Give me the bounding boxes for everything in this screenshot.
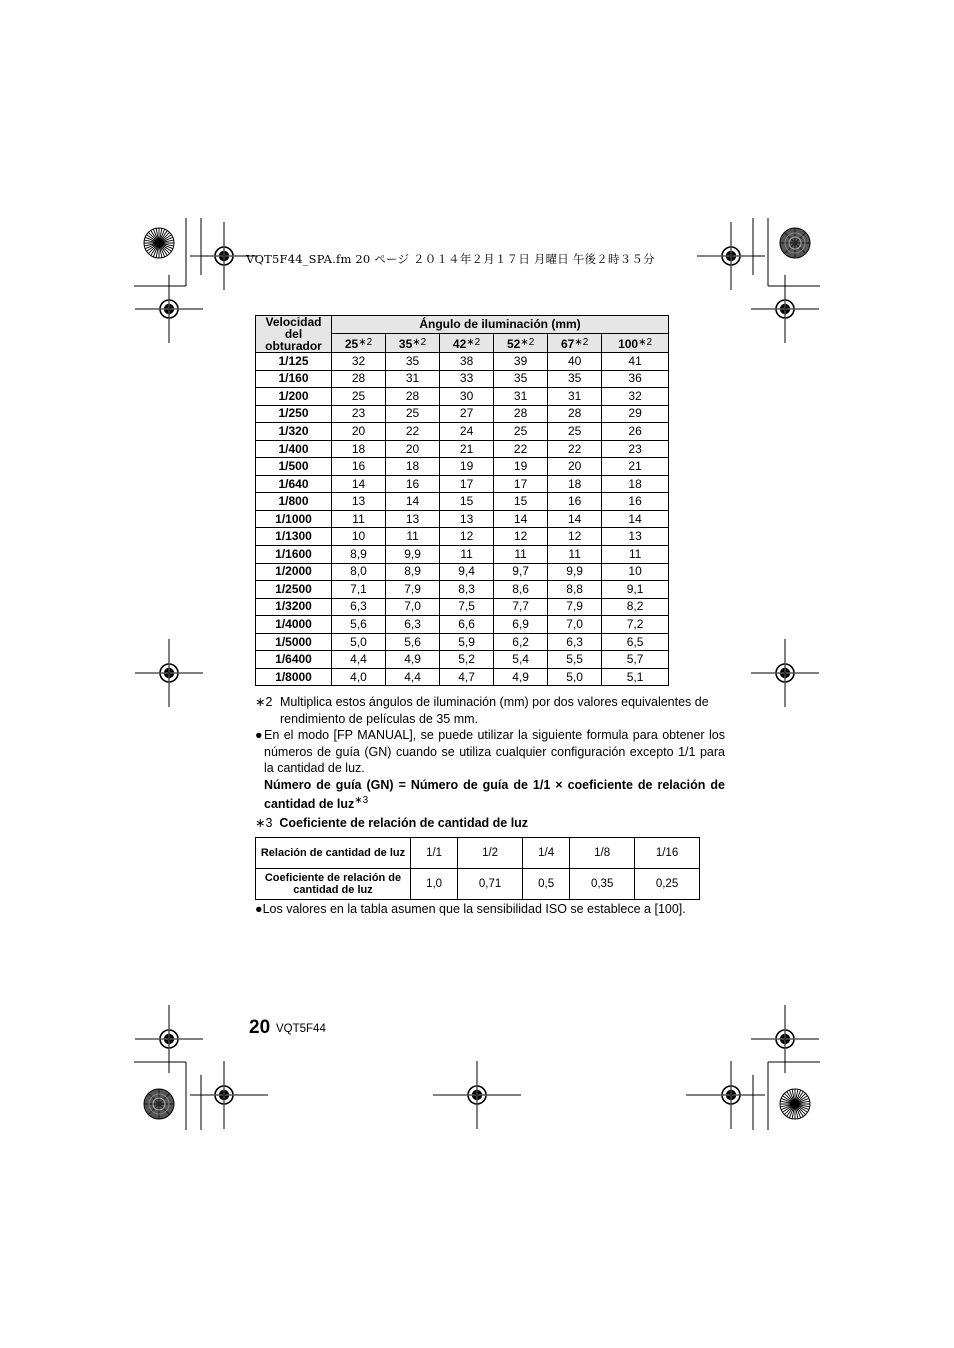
table-row <box>256 458 669 476</box>
shutter-speed-cell: 1/2000 <box>256 563 332 581</box>
bullet-icon: ● <box>255 902 263 916</box>
guide-number-cell: 4,7 <box>440 668 494 686</box>
guide-number-cell: 21 <box>440 440 494 458</box>
table-row <box>256 633 669 651</box>
guide-number-cell: 29 <box>602 405 669 423</box>
angle-column-header: $52^{∗2}$ <box>494 334 548 353</box>
coefficient-cell: 1/2 <box>458 838 523 869</box>
guide-number-cell: 11 <box>602 546 669 564</box>
guide-number-cell: 13 <box>602 528 669 546</box>
coefficient-cell: 0,25 <box>635 869 700 900</box>
guide-number-cell: 11 <box>494 546 548 564</box>
table-row <box>256 423 669 441</box>
guide-number-cell: 5,6 <box>386 633 440 651</box>
guide-number-cell: 6,6 <box>440 616 494 634</box>
table-body <box>256 353 669 686</box>
table-row <box>256 869 700 900</box>
guide-number-cell: 35 <box>548 370 602 388</box>
shutter-speed-cell: 1/8000 <box>256 668 332 686</box>
guide-number-cell: 8,3 <box>440 581 494 599</box>
guide-number-cell: 40 <box>548 353 602 371</box>
guide-number-cell: 7,5 <box>440 598 494 616</box>
coefficient-title: ∗3 Coeficiente de relación de cantidad de luz <box>255 816 529 830</box>
guide-number-cell: 21 <box>602 458 669 476</box>
shutter-speed-cell: 1/1300 <box>256 528 332 546</box>
guide-number-cell: 14 <box>332 475 386 493</box>
guide-number-cell: 22 <box>548 440 602 458</box>
guide-number-cell: 11 <box>386 528 440 546</box>
guide-number-cell: 6,2 <box>494 633 548 651</box>
guide-number-cell: 6,5 <box>602 633 669 651</box>
coefficient-cell: 1,0 <box>411 869 458 900</box>
shutter-speed-cell: 1/5000 <box>256 633 332 651</box>
table-row <box>256 528 669 546</box>
guide-number-cell: 11 <box>548 546 602 564</box>
guide-number-cell: 6,9 <box>494 616 548 634</box>
guide-number-cell: 18 <box>332 440 386 458</box>
coefficient-cell: 1/4 <box>523 838 570 869</box>
light-ratio-header: Relación de cantidad de luz <box>256 838 411 869</box>
coefficient-cell: 0,35 <box>570 869 635 900</box>
print-header: VQT5F44_SPA.fm 20 ページ ２０１４年２月１７日 月曜日 午後２時３５分 <box>246 252 655 266</box>
coefficient-cell: 1/8 <box>570 838 635 869</box>
shutter-speed-cell: 1/320 <box>256 423 332 441</box>
table-row <box>256 563 669 581</box>
guide-number-cell: 4,9 <box>386 651 440 669</box>
table-row <box>256 546 669 564</box>
coefficient-cell: 0,71 <box>458 869 523 900</box>
guide-number-cell: 6,3 <box>548 633 602 651</box>
guide-number-cell: 9,4 <box>440 563 494 581</box>
shutter-speed-header: Velocidad del obturador <box>256 316 332 353</box>
shutter-speed-cell: 1/6400 <box>256 651 332 669</box>
guide-number-cell: 5,0 <box>548 668 602 686</box>
light-ratio-table <box>255 837 700 900</box>
shutter-speed-cell: 1/160 <box>256 370 332 388</box>
guide-number-cell: 8,0 <box>332 563 386 581</box>
guide-number-cell: 28 <box>548 405 602 423</box>
illumination-angle-header: Ángulo de iluminación (mm) <box>332 316 669 334</box>
guide-number-cell: 7,9 <box>548 598 602 616</box>
guide-number-cell: 20 <box>548 458 602 476</box>
notes-section <box>255 694 725 813</box>
guide-number-cell: 6,3 <box>332 598 386 616</box>
guide-number-cell: 32 <box>332 353 386 371</box>
guide-number-cell: 5,2 <box>440 651 494 669</box>
bullet-icon: ● <box>255 728 263 742</box>
guide-number-cell: 10 <box>602 563 669 581</box>
guide-number-cell: 6,3 <box>386 616 440 634</box>
table-row <box>256 370 669 388</box>
guide-number-cell: 13 <box>386 510 440 528</box>
guide-number-cell: 11 <box>332 510 386 528</box>
guide-number-cell: 18 <box>386 458 440 476</box>
guide-number-cell: 9,9 <box>386 546 440 564</box>
guide-number-cell: 8,2 <box>602 598 669 616</box>
coefficient-cell: 1/16 <box>635 838 700 869</box>
shutter-speed-cell: 1/400 <box>256 440 332 458</box>
guide-number-cell: 5,4 <box>494 651 548 669</box>
shutter-speed-cell: 1/4000 <box>256 616 332 634</box>
guide-number-cell: 31 <box>548 388 602 406</box>
shutter-speed-cell: 1/125 <box>256 353 332 371</box>
guide-number-cell: 38 <box>440 353 494 371</box>
guide-number-cell: 35 <box>386 353 440 371</box>
guide-number-cell: 7,1 <box>332 581 386 599</box>
guide-number-cell: 39 <box>494 353 548 371</box>
guide-number-cell: 30 <box>440 388 494 406</box>
guide-number-cell: 27 <box>440 405 494 423</box>
model-code: VQT5F44 <box>276 1023 326 1035</box>
table-row <box>256 440 669 458</box>
shutter-speed-cell: 1/2500 <box>256 581 332 599</box>
fp-manual-note: ● En el modo [FP MANUAL], se puede utilizar la siguiente formula para obtener los números de guía (GN) cuando se utiliza cualquier configuración excepto 1/1 para la cantidad de luz. <box>255 728 725 775</box>
table-row <box>256 616 669 634</box>
shutter-speed-cell: 1/800 <box>256 493 332 511</box>
guide-number-cell: 14 <box>494 510 548 528</box>
guide-number-cell: 8,9 <box>386 563 440 581</box>
guide-number-cell: 24 <box>440 423 494 441</box>
guide-number-cell: 8,8 <box>548 581 602 599</box>
guide-number-cell: 8,9 <box>332 546 386 564</box>
guide-number-cell: 23 <box>602 440 669 458</box>
guide-number-cell: 11 <box>440 546 494 564</box>
guide-number-cell: 25 <box>386 405 440 423</box>
angle-column-header: $35^{∗2}$ <box>386 334 440 353</box>
guide-number-cell: 13 <box>440 510 494 528</box>
guide-number-cell: 28 <box>332 370 386 388</box>
guide-number-cell: 19 <box>494 458 548 476</box>
flash-guide-number-table <box>255 315 669 686</box>
iso-note: ●Los valores en la tabla asumen que la sensibilidad ISO se establece a [100]. <box>255 902 686 916</box>
table-row <box>256 405 669 423</box>
shutter-speed-cell: 1/640 <box>256 475 332 493</box>
guide-number-cell: 5,9 <box>440 633 494 651</box>
table-row <box>256 581 669 599</box>
guide-number-cell: 16 <box>602 493 669 511</box>
guide-number-cell: 4,0 <box>332 668 386 686</box>
guide-number-cell: 15 <box>494 493 548 511</box>
guide-number-cell: 25 <box>548 423 602 441</box>
coefficient-cell: 1/1 <box>411 838 458 869</box>
angle-column-header: $42^{∗2}$ <box>440 334 494 353</box>
guide-number-cell: 17 <box>440 475 494 493</box>
guide-number-cell: 20 <box>386 440 440 458</box>
guide-number-cell: 7,0 <box>548 616 602 634</box>
guide-number-cell: 12 <box>494 528 548 546</box>
guide-number-cell: 14 <box>548 510 602 528</box>
guide-number-cell: 5,5 <box>548 651 602 669</box>
table-row <box>256 651 669 669</box>
page-number: 20 <box>249 1017 271 1038</box>
guide-number-cell: 13 <box>332 493 386 511</box>
guide-number-cell: 33 <box>440 370 494 388</box>
shutter-speed-cell: 1/250 <box>256 405 332 423</box>
guide-number-cell: 9,1 <box>602 581 669 599</box>
guide-number-cell: 5,7 <box>602 651 669 669</box>
shutter-speed-cell: 1/1000 <box>256 510 332 528</box>
guide-number-cell: 16 <box>386 475 440 493</box>
guide-number-cell: 9,9 <box>548 563 602 581</box>
guide-number-cell: 19 <box>440 458 494 476</box>
guide-number-cell: 12 <box>548 528 602 546</box>
guide-number-cell: 36 <box>602 370 669 388</box>
guide-number-cell: 28 <box>386 388 440 406</box>
guide-number-cell: 25 <box>494 423 548 441</box>
angle-column-header: $25^{∗2}$ <box>332 334 386 353</box>
guide-number-cell: 32 <box>602 388 669 406</box>
guide-number-cell: 7,0 <box>386 598 440 616</box>
footnote-2: ∗2 Multiplica estos ángulos de iluminación (mm) por dos valores equivalentes de rendimiento de películas de 35 mm. <box>255 695 709 726</box>
guide-number-cell: 4,9 <box>494 668 548 686</box>
shutter-speed-cell: 1/200 <box>256 388 332 406</box>
table-row <box>256 838 700 869</box>
guide-number-cell: 5,0 <box>332 633 386 651</box>
guide-number-cell: 12 <box>440 528 494 546</box>
guide-number-cell: 7,7 <box>494 598 548 616</box>
guide-number-cell: 18 <box>548 475 602 493</box>
guide-number-cell: 23 <box>332 405 386 423</box>
angle-column-header: $100^{∗2}$ <box>602 334 669 353</box>
guide-number-cell: 28 <box>494 405 548 423</box>
guide-number-cell: 20 <box>332 423 386 441</box>
guide-number-cell: 4,4 <box>386 668 440 686</box>
guide-number-cell: 7,2 <box>602 616 669 634</box>
guide-number-cell: 15 <box>440 493 494 511</box>
guide-number-cell: 41 <box>602 353 669 371</box>
shutter-speed-cell: 1/500 <box>256 458 332 476</box>
table-row <box>256 598 669 616</box>
guide-number-cell: 4,4 <box>332 651 386 669</box>
guide-number-formula: Número de guía (GN) = Número de guía de 1/1 × coeficiente de relación de cantidad de luz$^{∗3}$ <box>264 777 725 812</box>
guide-number-cell: 31 <box>494 388 548 406</box>
guide-number-cell: 25 <box>332 388 386 406</box>
guide-number-cell: 16 <box>332 458 386 476</box>
coefficient-header: Coeficiente de relación de cantidad de luz <box>256 869 411 900</box>
guide-number-cell: 7,9 <box>386 581 440 599</box>
angle-column-header: $67^{∗2}$ <box>548 334 602 353</box>
guide-number-cell: 17 <box>494 475 548 493</box>
guide-number-cell: 14 <box>386 493 440 511</box>
guide-number-cell: 8,6 <box>494 581 548 599</box>
guide-number-cell: 18 <box>602 475 669 493</box>
shutter-speed-cell: 1/1600 <box>256 546 332 564</box>
table-row <box>256 493 669 511</box>
table-row <box>256 668 669 686</box>
guide-number-cell: 10 <box>332 528 386 546</box>
shutter-speed-cell: 1/3200 <box>256 598 332 616</box>
guide-number-cell: 16 <box>548 493 602 511</box>
table-row <box>256 388 669 406</box>
table-row <box>256 510 669 528</box>
coefficient-cell: 0,5 <box>523 869 570 900</box>
guide-number-cell: 22 <box>494 440 548 458</box>
guide-number-cell: 26 <box>602 423 669 441</box>
guide-number-cell: 9,7 <box>494 563 548 581</box>
guide-number-cell: 31 <box>386 370 440 388</box>
table-row <box>256 353 669 371</box>
guide-number-cell: 35 <box>494 370 548 388</box>
guide-number-cell: 5,6 <box>332 616 386 634</box>
guide-number-cell: 5,1 <box>602 668 669 686</box>
table-row <box>256 475 669 493</box>
guide-number-cell: 22 <box>386 423 440 441</box>
guide-number-cell: 14 <box>602 510 669 528</box>
